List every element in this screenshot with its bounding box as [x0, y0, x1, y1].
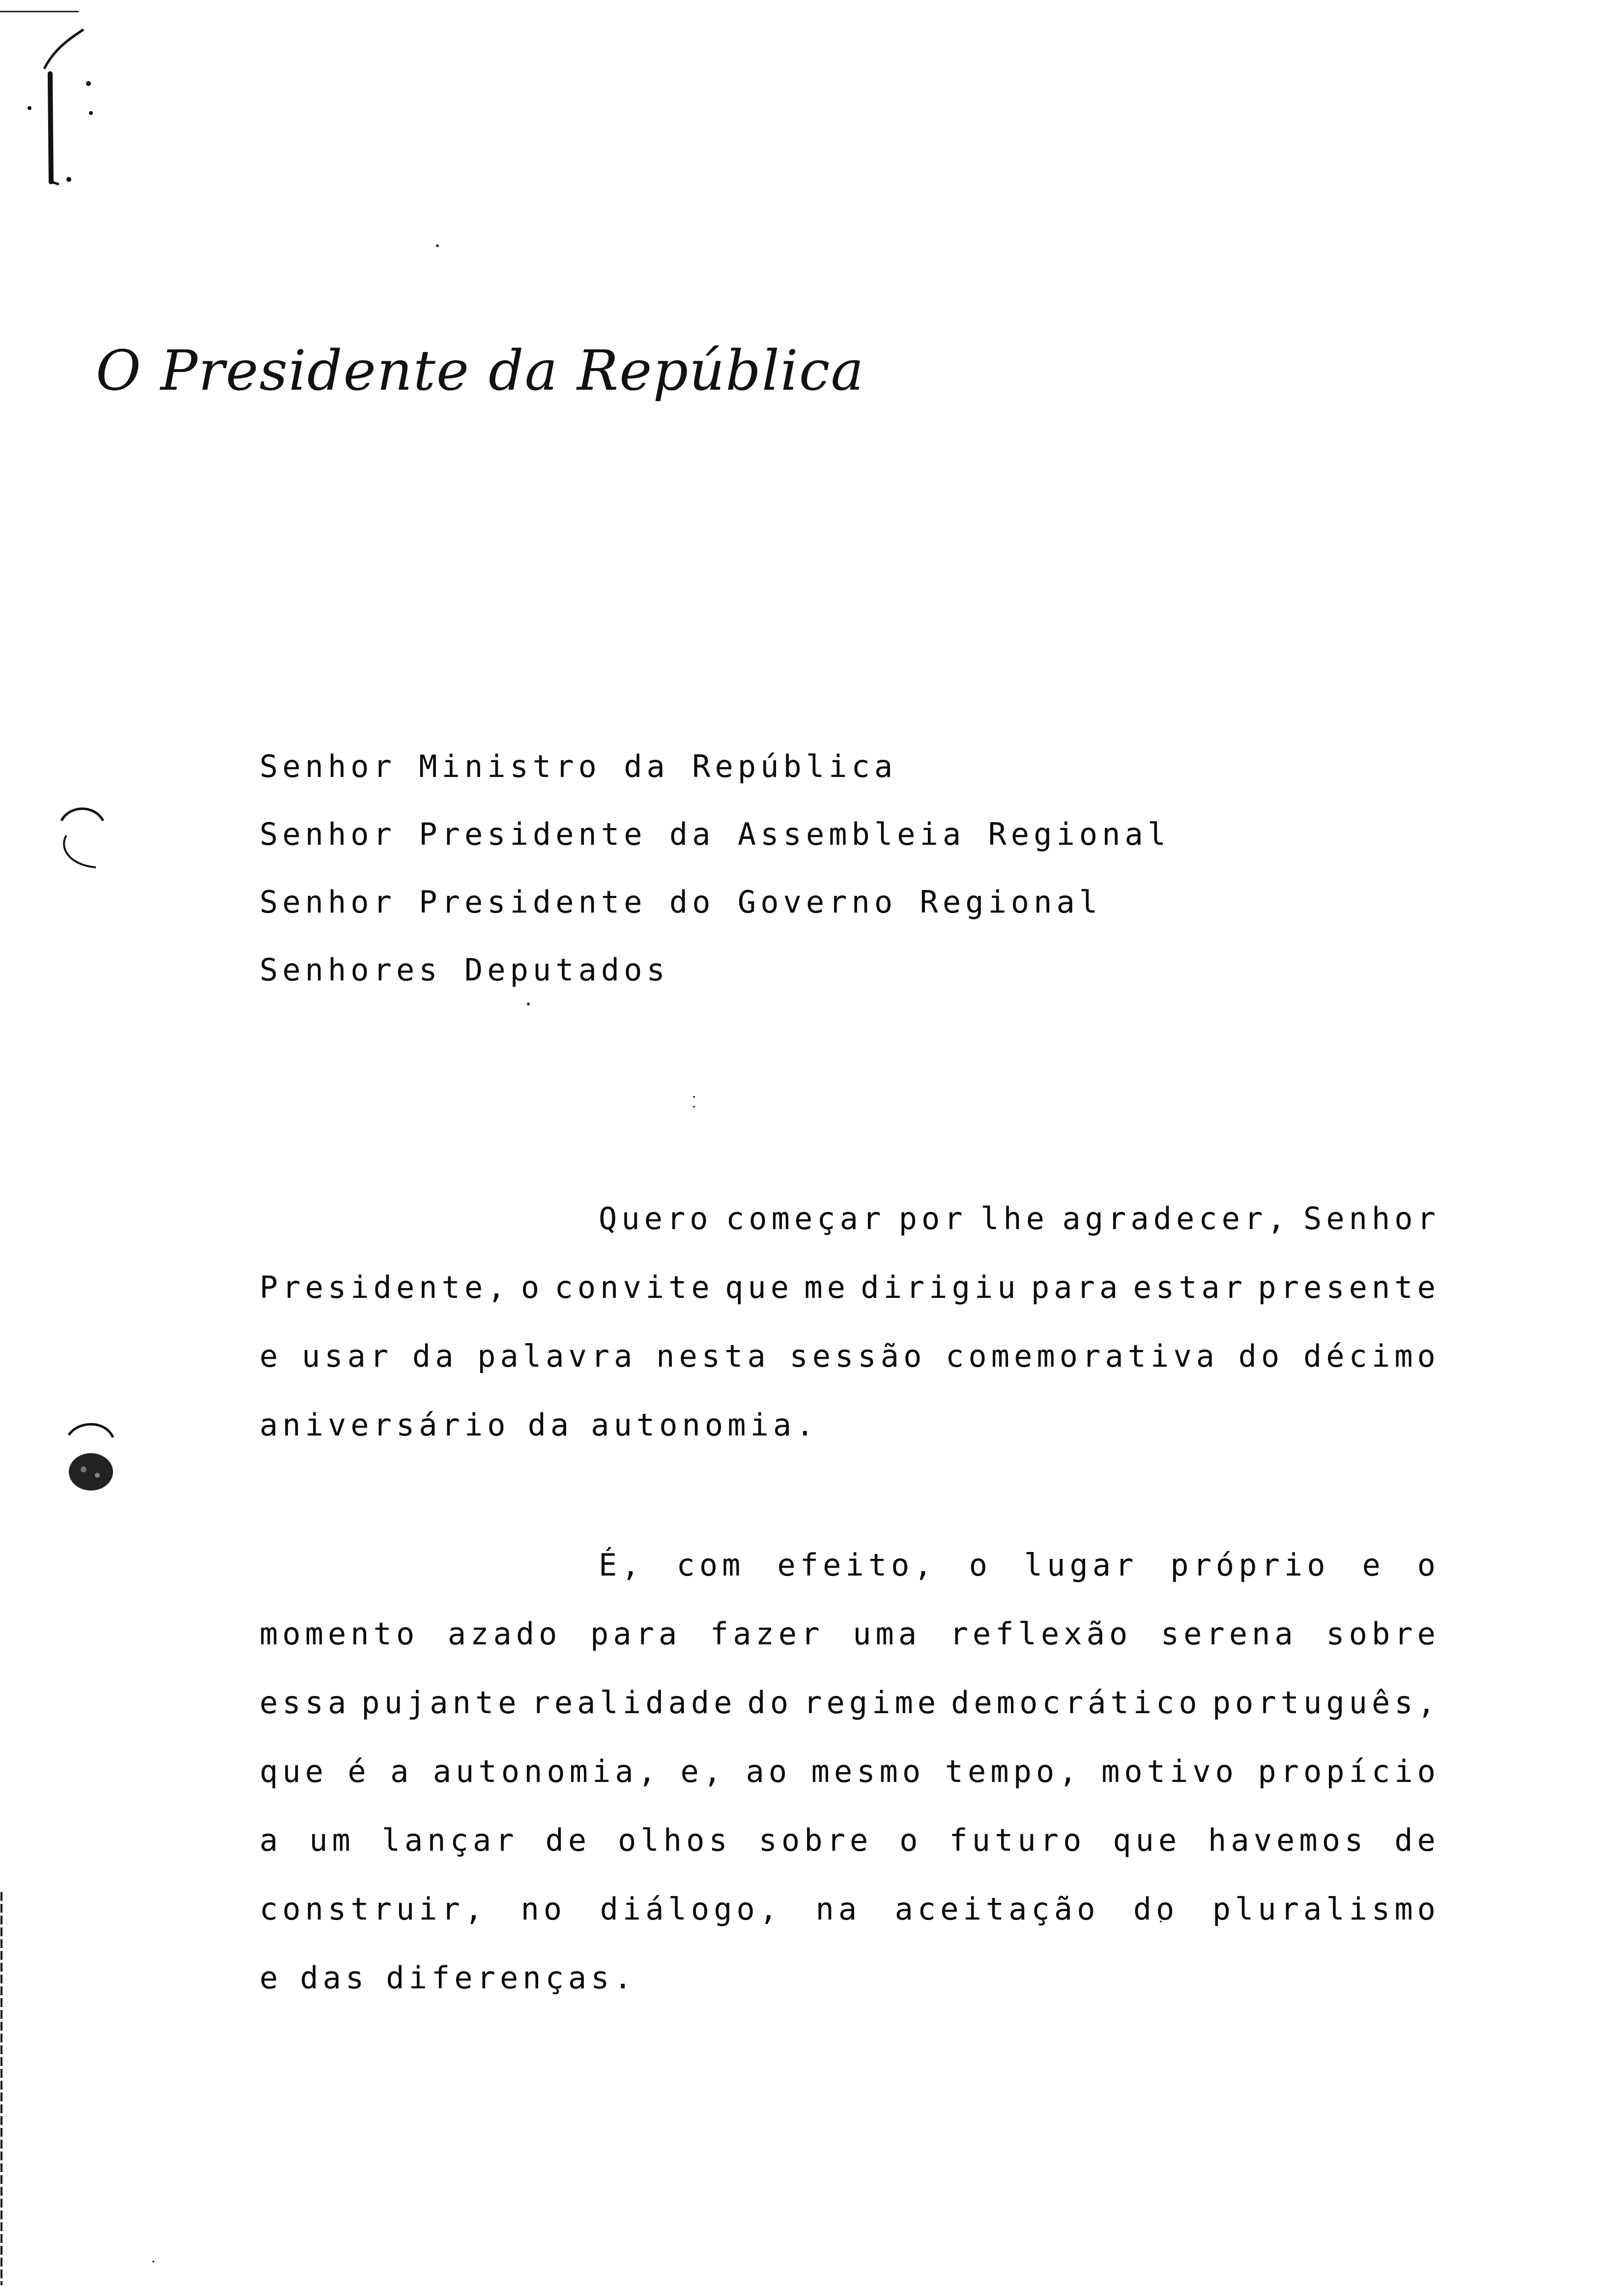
paragraph-line — [259, 1678, 1440, 1747]
paragraph-line — [259, 1194, 1440, 1263]
salutation-line: Senhor Presidente do Governo Regional — [259, 884, 1102, 920]
word: e — [259, 1338, 283, 1374]
word: me — [804, 1269, 850, 1305]
scan-speck — [693, 1106, 695, 1108]
word: sobre — [1326, 1616, 1440, 1652]
paragraph-line — [259, 1816, 1440, 1885]
scan-speck — [693, 1096, 695, 1098]
word: efeito, — [777, 1547, 937, 1583]
word: de — [545, 1822, 591, 1858]
word: o — [899, 1822, 922, 1858]
word: lugar — [1024, 1547, 1138, 1583]
salutation-block — [259, 742, 1170, 1013]
word: Presidente, — [259, 1269, 510, 1305]
word: o — [520, 1269, 544, 1305]
letterhead-signature: O Presidente da República — [96, 339, 865, 403]
word: agradecer, — [1062, 1201, 1290, 1236]
handwritten-page-number — [15, 20, 113, 216]
scan-speck — [436, 244, 439, 247]
word: o — [969, 1547, 992, 1583]
word: convite — [554, 1269, 714, 1305]
word: por — [898, 1201, 967, 1236]
word: azado — [447, 1616, 562, 1652]
word: o — [1417, 1547, 1440, 1583]
word: reflexão — [950, 1616, 1132, 1652]
paragraph-line — [259, 1541, 1440, 1609]
paragraph-line — [259, 1747, 1440, 1816]
word: presente — [1258, 1269, 1440, 1305]
salutation-line: Senhor Presidente da Assembleia Regional — [259, 816, 1171, 852]
word: construir, — [259, 1891, 488, 1927]
salutation-line: Senhores Deputados — [259, 952, 669, 988]
word: do — [1133, 1891, 1179, 1927]
word: na — [815, 1891, 862, 1927]
word: tempo, — [945, 1753, 1082, 1789]
word: ao — [746, 1753, 792, 1789]
word: é — [347, 1753, 371, 1789]
word: sessão — [789, 1338, 926, 1374]
word: próprio — [1170, 1547, 1330, 1583]
word: dirigiu — [861, 1269, 1020, 1305]
scan-side-mark — [0, 1892, 3, 2285]
word: essa — [259, 1685, 351, 1721]
word: que — [725, 1269, 794, 1305]
word: estar — [1133, 1269, 1247, 1305]
word: usar — [301, 1338, 393, 1374]
word: um — [309, 1822, 355, 1858]
word: É, — [599, 1547, 644, 1583]
word: olhos — [618, 1822, 732, 1858]
word: mesmo — [811, 1753, 925, 1789]
scan-edge-line — [0, 11, 79, 12]
word: palavra — [477, 1338, 637, 1374]
word: futuro — [949, 1822, 1086, 1858]
word: pujante — [361, 1685, 521, 1721]
punch-hole-mark — [64, 1415, 118, 1504]
word: que — [259, 1753, 328, 1789]
word: aniversário — [259, 1407, 510, 1443]
paragraph-line — [259, 1263, 1440, 1332]
salutation-line: Senhor Ministro da República — [259, 748, 897, 784]
word: do — [1238, 1338, 1284, 1374]
word: do — [747, 1685, 793, 1721]
word: comemorativa — [946, 1338, 1219, 1374]
word: a — [390, 1753, 413, 1789]
paragraph-line — [259, 1332, 1440, 1401]
word: lançar — [381, 1822, 518, 1858]
word: serena — [1160, 1616, 1297, 1652]
word: de — [1394, 1822, 1440, 1858]
word: no — [520, 1891, 567, 1927]
scan-speck — [152, 2261, 154, 2263]
word: décimo — [1303, 1338, 1440, 1374]
word: para — [590, 1616, 682, 1652]
word: começar — [726, 1201, 886, 1236]
word: autonomia, — [432, 1753, 661, 1789]
word: da — [412, 1338, 458, 1374]
word: para — [1031, 1269, 1123, 1305]
word: fazer — [710, 1616, 824, 1652]
word: com — [676, 1547, 745, 1583]
paragraph-line — [259, 1609, 1440, 1678]
body-paragraph — [259, 1194, 1440, 1469]
word: lhe — [980, 1201, 1049, 1236]
word: Senhor — [1303, 1201, 1440, 1236]
word: democrático — [951, 1685, 1202, 1721]
word: diálogo, — [600, 1891, 782, 1927]
word: português, — [1212, 1685, 1440, 1721]
word: realidade — [531, 1685, 737, 1721]
word: havemos — [1208, 1822, 1368, 1858]
word: da — [527, 1407, 574, 1443]
word: nesta — [656, 1338, 770, 1374]
word: autonomia. — [591, 1407, 819, 1443]
word: motivo — [1101, 1753, 1238, 1789]
word: e — [259, 1960, 283, 1996]
word: e, — [680, 1753, 726, 1789]
word: momento — [259, 1616, 419, 1652]
word: sobre — [758, 1822, 873, 1858]
word: uma — [853, 1616, 921, 1652]
word: propício — [1258, 1753, 1440, 1789]
punch-hole-mark — [54, 801, 108, 875]
paragraph-line — [259, 1885, 1440, 1953]
body-paragraph — [259, 1541, 1440, 2022]
word: a — [259, 1822, 283, 1858]
word: e — [1362, 1547, 1385, 1583]
word: aceitação — [894, 1891, 1100, 1927]
word: que — [1113, 1822, 1181, 1858]
word: pluralismo — [1212, 1891, 1440, 1927]
word: regime — [804, 1685, 941, 1721]
word: diferenças. — [386, 1960, 636, 1996]
word: das — [300, 1960, 369, 1996]
paragraph-line — [259, 1953, 1440, 2022]
paragraph-line — [259, 1401, 1440, 1469]
word: Quero — [599, 1201, 713, 1236]
